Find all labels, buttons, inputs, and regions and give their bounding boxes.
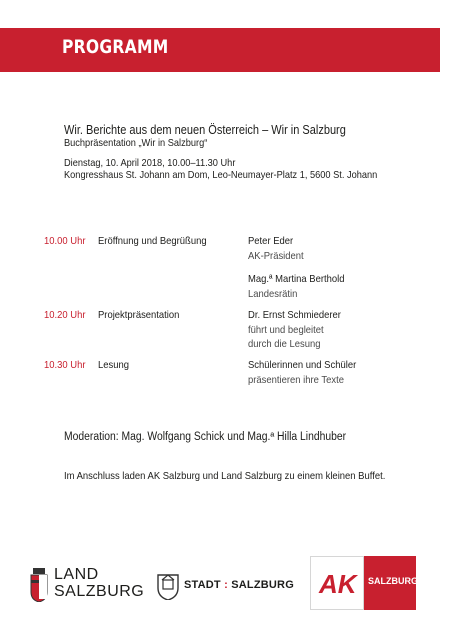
- land-salzburg-logo: [30, 566, 148, 606]
- event-info: [64, 123, 424, 181]
- speaker-name: Mag.ª Martina Berthold: [248, 273, 345, 285]
- stadt-crest-icon: [156, 572, 180, 600]
- page-title: PROGRAMM: [62, 36, 169, 58]
- program-item: Lesung: [98, 359, 130, 371]
- stadt-logo-part2: SALZBURG: [231, 579, 294, 591]
- speaker-role: AK-Präsident: [248, 250, 304, 262]
- stadt-logo-part1: STADT: [184, 579, 221, 591]
- land-crest-icon: [30, 568, 48, 602]
- speaker-role: Landesrätin: [248, 288, 298, 300]
- event-venue: Kongresshaus St. Johann am Dom, Leo-Neumayer-Platz 1, 5600 St. Johann: [64, 169, 378, 181]
- land-logo-text: [54, 566, 144, 600]
- speaker-role: präsentieren ihre Texte: [248, 374, 344, 386]
- program-item: Projektpräsentation: [98, 309, 180, 321]
- ak-region-text: SALZBURG: [368, 576, 418, 586]
- event-title: Wir. Berichte aus dem neuen Österreich – Wir in Salzburg: [64, 123, 346, 137]
- program-item: Eröffnung und Begrüßung: [98, 235, 207, 247]
- ak-salzburg-logo: [310, 556, 416, 610]
- speaker-role: führt und begleitet: [248, 324, 324, 336]
- stadt-salzburg-logo: [156, 572, 302, 600]
- speaker-role: durch die Lesung: [248, 338, 321, 350]
- event-subtitle: Buchpräsentation „Wir in Salzburg“: [64, 137, 208, 149]
- land-logo-line1: LAND: [54, 566, 99, 583]
- land-logo-line2: SALZBURG: [54, 583, 145, 600]
- program-time: 10.00 Uhr: [44, 235, 86, 247]
- program-time: 10.20 Uhr: [44, 309, 86, 321]
- program-time: 10.30 Uhr: [44, 359, 86, 371]
- speaker-name: Peter Eder: [248, 235, 294, 247]
- header-band: [0, 28, 440, 72]
- speaker-name: Schülerinnen und Schüler: [248, 359, 357, 371]
- ak-logo-text: AK: [319, 569, 357, 599]
- ak-region-box: [364, 556, 416, 610]
- closing-note: Im Anschluss laden AK Salzburg und Land Salzburg zu einem kleinen Buffet.: [64, 470, 386, 482]
- speaker-name: Dr. Ernst Schmiederer: [248, 309, 341, 321]
- stadt-logo-text: STADT : SALZBURG: [184, 579, 294, 591]
- moderation-note: Moderation: Mag. Wolfgang Schick und Mag.ª Hilla Lindhuber: [64, 431, 347, 443]
- event-date: Dienstag, 10. April 2018, 10.00–11.30 Uhr: [64, 157, 236, 169]
- ak-logo-box: [310, 556, 364, 610]
